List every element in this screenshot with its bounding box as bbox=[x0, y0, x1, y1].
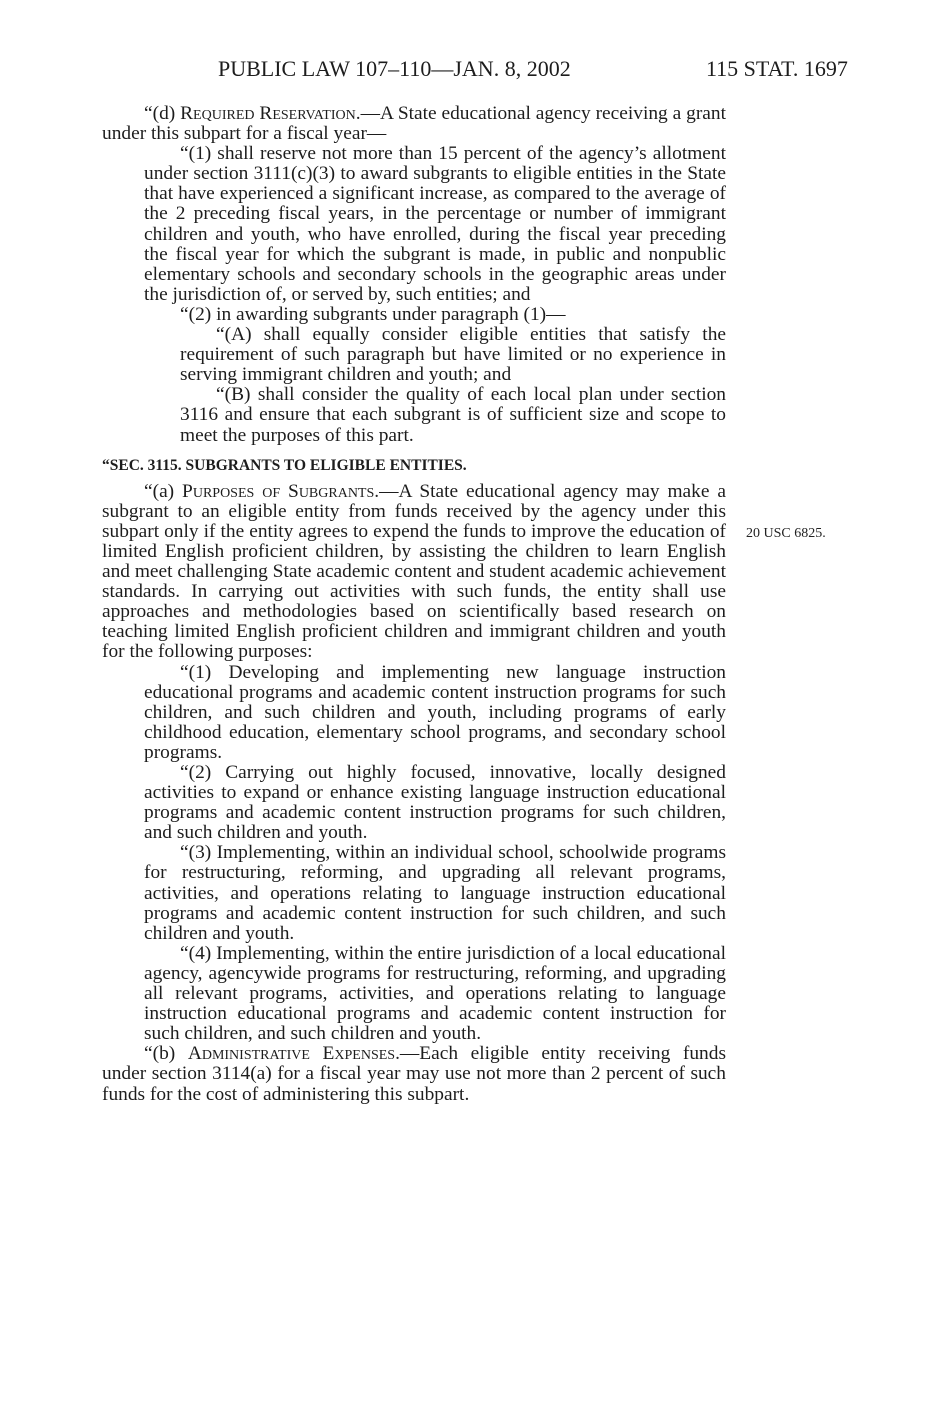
paragraph-a bbox=[102, 482, 726, 663]
running-header bbox=[0, 52, 940, 86]
paragraph-d1: “(1) shall reserve not more than 15 percent of the agency’s allotment under section 3111(c)(3) to award subgrants to eligible entities in the State that have experienced a significant increase, as compared to the average of the 2 preceding fiscal years, in the percentage or number of immigrant children and youth, who have enrolled, during the fiscal year preceding the fiscal year for which the subgrant is made, in public and nonpublic elementary schools and secondary schools in the geographic areas under the jurisdiction of, or served by, such entities; and bbox=[144, 143, 726, 305]
paragraph-a-heading: Purposes of Subgrants bbox=[182, 480, 375, 502]
paragraph-d2A: “(A) shall equally consider eligible entities that satisfy the requirement of such paragraph but have limited or no experience in serving immigrant children and youth; and bbox=[180, 324, 726, 386]
paragraph-b bbox=[102, 1044, 726, 1104]
document-body bbox=[102, 104, 726, 1105]
paragraph-a-text: .—A State educational agency may make a subgrant to an eligible entity from funds received by the agency under this subpart only if the entity agrees to expend the funds to improve the education of limited English proficient children, by assisting the children to learn English and meet challenging State academic content and student academic achievement standards. In carrying out activities with such funds, the entity shall use approaches and methodologies based on scientifically based research on teaching limited English proficient children and immigrant children and youth for the following purposes: bbox=[102, 480, 726, 663]
paragraph-a3: “(3) Implementing, within an individual school, schoolwide programs for restructuring, reforming, and upgrading all relevant programs, activities, and operations relating to language instruction educational programs and academic content instruction for such children, and such children and youth. bbox=[144, 842, 726, 944]
paragraph-b-heading: Administrative Expenses bbox=[187, 1043, 396, 1065]
paragraph-b-text: .—Each eligible entity receiving funds under section 3114(a) for a fiscal year may use not more than 2 percent of such funds for the cost of administering this subpart. bbox=[102, 1043, 726, 1105]
header-title: PUBLIC LAW 107–110—JAN. 8, 2002 bbox=[218, 56, 571, 81]
paragraph-d-heading: Required Reservation bbox=[180, 103, 356, 124]
margin-citation: 20 USC 6825. bbox=[746, 526, 826, 541]
paragraph-b-open: “(b) bbox=[144, 1043, 188, 1065]
paragraph-d-text: .—A State educational agency receiving a grant under this subpart for a fiscal year— bbox=[102, 103, 726, 145]
paragraph-a1: “(1) Developing and implementing new language instruction educational programs and academic content instruction programs for such children, and such children and youth, including programs of early childhood education, elementary school programs, and secondary school programs. bbox=[144, 661, 726, 763]
paragraph-d2B: “(B) shall consider the quality of each local plan under section 3116 and ensure that each subgrant is of sufficient size and scope to meet the purposes of this part. bbox=[180, 384, 726, 446]
section-heading: “SEC. 3115. SUBGRANTS TO ELIGIBLE ENTITIES. bbox=[102, 456, 467, 474]
paragraph-d bbox=[102, 104, 726, 144]
paragraph-a2: “(2) Carrying out highly focused, innovative, locally designed activities to expand or enhance existing language instruction educational programs and academic content instruction programs for such children, and such children and youth. bbox=[144, 762, 726, 844]
paragraph-a4: “(4) Implementing, within the entire jurisdiction of a local educational agency, agencywide programs for restructuring, reforming, and upgrading all relevant programs, activities, and operations relating to language instruction educational programs and academic content instruction for such children, and such children and youth. bbox=[144, 942, 726, 1045]
paragraph-d-open: “(d) bbox=[144, 103, 181, 124]
header-stat-page: 115 STAT. 1697 bbox=[706, 56, 848, 81]
paragraph-a-open: “(a) bbox=[144, 480, 183, 502]
paragraph-d2: “(2) in awarding subgrants under paragraph (1)— bbox=[180, 303, 566, 325]
